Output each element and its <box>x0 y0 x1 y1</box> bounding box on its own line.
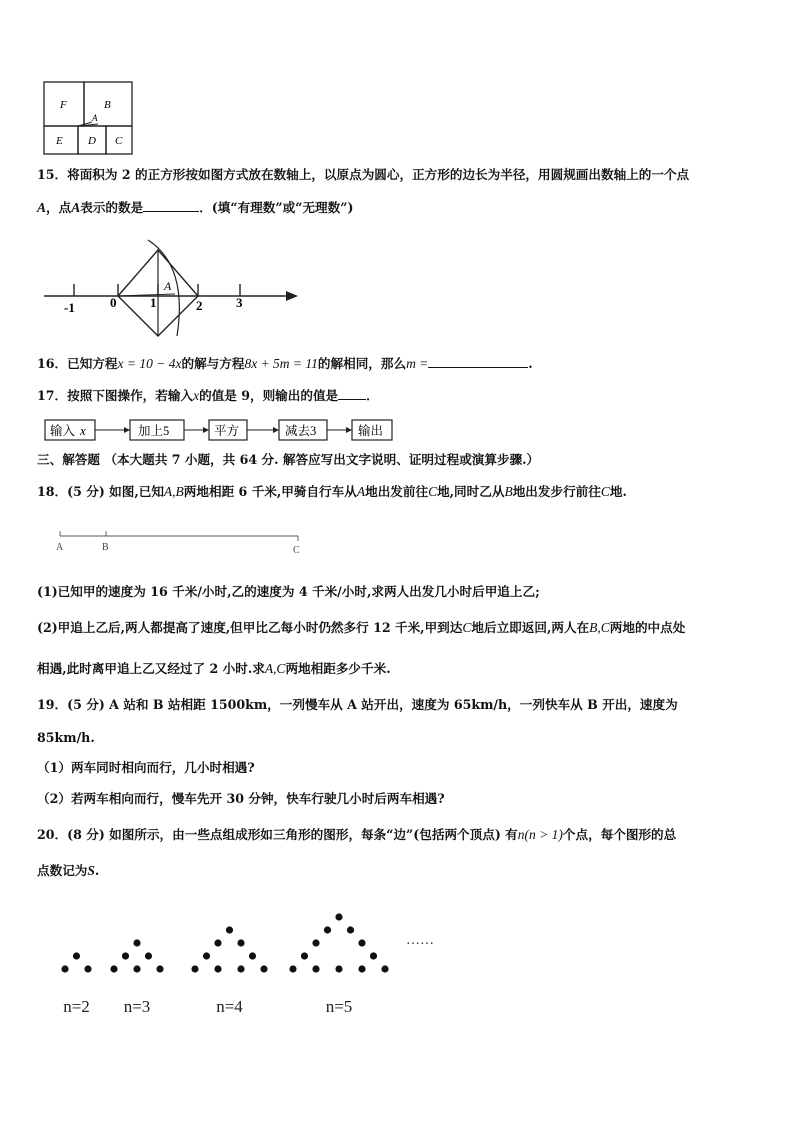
dot <box>156 965 163 972</box>
q18-part2 <box>37 620 685 636</box>
q15-var-A: A <box>37 200 47 215</box>
q17 <box>37 387 379 404</box>
dot <box>122 952 129 959</box>
q16-end: . <box>528 356 533 371</box>
label-A: A <box>92 113 98 123</box>
q19-part1: （1）两车同时相向而行，几小时相遇? <box>37 760 255 775</box>
dot <box>237 965 244 972</box>
q18-a: A <box>356 484 366 499</box>
dot <box>312 965 319 972</box>
q18-p2c: C <box>462 620 472 635</box>
q18-c: C <box>428 484 438 499</box>
q15-mid: ，点 <box>46 200 72 215</box>
flow-label-input-var: x <box>80 423 86 438</box>
dot <box>335 913 342 920</box>
dot <box>73 952 80 959</box>
flow-label-sub3: 减去3 <box>285 424 317 438</box>
figure-label-n5: n=5 <box>325 997 353 1016</box>
q20-l1n: n(n > 1) <box>517 827 563 842</box>
dot <box>335 965 342 972</box>
dot <box>301 952 308 959</box>
q20-l2s: S <box>87 863 95 878</box>
tick-label-1: 1 <box>150 295 157 310</box>
q20-l1a: 20．(8 分) 如图所示，由一些点组成形如三角形的图形，每条“边”(包括两个顶点) 有 <box>37 827 518 842</box>
dot <box>260 965 267 972</box>
dot <box>133 965 140 972</box>
q20-line1 <box>37 827 676 843</box>
q15-text: 15．将面积为 2 的正方形按如图方式放在数轴上，以原点为圆心，正方形的边长为半径，用圆规画出数轴上的一个点 <box>37 167 690 182</box>
q16-answer-blank[interactable] <box>428 355 528 368</box>
q18-p2d: 两地的中点处 <box>609 620 686 635</box>
dot <box>312 939 319 946</box>
q18-part1: (1)已知甲的速度为 16 千米/小时,乙的速度为 4 千米/小时,求两人出发几小时后甲追上乙; <box>37 584 540 599</box>
q16-mid2: 的解相同，那么 <box>317 356 407 371</box>
q18-ab: A,B <box>163 484 184 499</box>
dot <box>358 965 365 972</box>
dot <box>214 965 221 972</box>
figure-label-n3: n=3 <box>123 997 151 1016</box>
q18-p3ac: A,C <box>264 661 286 676</box>
q17-text: 17．按照下图操作，若输入 <box>37 388 194 403</box>
tick-label-3: 3 <box>236 295 243 310</box>
flowchart <box>44 418 400 444</box>
q18-p2b: 地后立即返回,两人在 <box>471 620 590 635</box>
q18-mid: 两地相距 6 千米,甲骑自行车从 <box>183 484 357 499</box>
q19-line2: 85km/h. <box>37 730 95 745</box>
squares-figure <box>40 78 140 158</box>
q18-p2bc: B,C <box>589 620 610 635</box>
dot <box>289 965 296 972</box>
dot <box>226 926 233 933</box>
q18-pre: 18．(5 分) 如图,已知 <box>37 484 164 499</box>
q18-part2-cont <box>37 661 391 677</box>
seg-label-C: C <box>293 545 300 556</box>
dot <box>381 965 388 972</box>
flow-label-output: 输出 <box>358 424 384 438</box>
q18-p2a: (2)甲追上乙后,两人都提高了速度,但甲比乙每小时仍然多行 12 千米,甲到达 <box>37 620 463 635</box>
q20-l1b: 个点，每个图形的总 <box>562 827 677 842</box>
tick-label-2: 2 <box>196 298 203 313</box>
dot <box>203 952 210 959</box>
flow-label-add5: 加上5 <box>138 424 170 438</box>
flow-label-square: 平方 <box>214 424 240 438</box>
dot <box>110 965 117 972</box>
flow-label-input: 输入 <box>50 424 76 438</box>
label-B: B <box>104 99 111 111</box>
q18-mid3: 地,同时乙从 <box>437 484 505 499</box>
q18-mid2: 地出发前往 <box>365 484 429 499</box>
q15-var-A2: A <box>71 200 81 215</box>
q16-var: m = <box>406 356 429 371</box>
q15-answer-blank[interactable] <box>143 199 199 212</box>
q18-intro <box>37 484 627 500</box>
label-F: F <box>60 99 67 111</box>
q17-answer-blank[interactable] <box>338 387 366 400</box>
seg-label-A: A <box>56 542 64 553</box>
q15-line2 <box>37 199 353 216</box>
q17-text2: 的值是 9，则输出的值是 <box>199 388 339 403</box>
tick-label-neg1: -1 <box>64 300 75 315</box>
q15-line1 <box>37 167 689 183</box>
tick-label-0: 0 <box>110 295 117 310</box>
figure-label-n2: n=2 <box>63 997 90 1016</box>
section-heading: 三、解答题 （本大题共 7 小题，共 64 分. 解答应写出文字说明、证明过程或演算步骤.） <box>37 452 540 467</box>
q19-line1: 19．(5 分) A 站和 B 站相距 1500km，一列慢车从 A 站开出，速度为 65km/h，一列快车从 B 开出，速度为 <box>37 697 678 712</box>
dot <box>324 926 331 933</box>
label-C: C <box>115 135 123 147</box>
q18-p3b: 两地相距多少千米. <box>285 661 391 676</box>
dot <box>347 926 354 933</box>
q16-eq2: 8x + 5m = 11 <box>244 356 318 371</box>
q17-end: ． <box>366 388 379 403</box>
q19-part2: （2）若两车相向而行，慢车先开 30 分钟，快车行驶几小时后两车相遇? <box>37 791 445 806</box>
dot <box>237 939 244 946</box>
q16 <box>37 355 533 372</box>
dot <box>214 939 221 946</box>
q20-l2a: 点数记为 <box>37 863 88 878</box>
seg-label-B: B <box>102 542 109 553</box>
q17-var: x <box>193 388 200 403</box>
label-E: E <box>56 135 63 147</box>
q16-eq1: x = 10 − 4x <box>117 356 182 371</box>
dot-triangles-figure <box>44 892 464 1022</box>
point-label-A: A <box>164 279 172 293</box>
dot <box>145 952 152 959</box>
dot <box>61 965 68 972</box>
q18-mid4: 地出发步行前往 <box>512 484 601 499</box>
q16-mid: 的解与方程 <box>181 356 245 371</box>
dot <box>133 939 140 946</box>
q18-end: 地. <box>609 484 627 499</box>
dot <box>84 965 91 972</box>
segment-figure <box>52 526 308 556</box>
dot <box>358 939 365 946</box>
q18-b: B <box>504 484 513 499</box>
dot <box>191 965 198 972</box>
figure-label-n4: n=4 <box>216 997 243 1016</box>
dot <box>370 952 377 959</box>
dot <box>249 952 256 959</box>
ellipsis: …… <box>406 933 434 948</box>
q20-l2b: . <box>94 863 100 878</box>
q15-after-blank: ．(填“有理数”或“无理数”) <box>199 200 354 215</box>
q16-pre: 16．已知方程 <box>37 356 118 371</box>
q18-p3a: 相遇,此时离甲追上乙又经过了 2 小时.求 <box>37 661 265 676</box>
number-line-figure <box>40 236 302 338</box>
q18-c2: C <box>600 484 610 499</box>
label-D: D <box>88 135 96 147</box>
q15-tail: 表示的数是 <box>80 200 144 215</box>
q20-line2 <box>37 863 99 879</box>
